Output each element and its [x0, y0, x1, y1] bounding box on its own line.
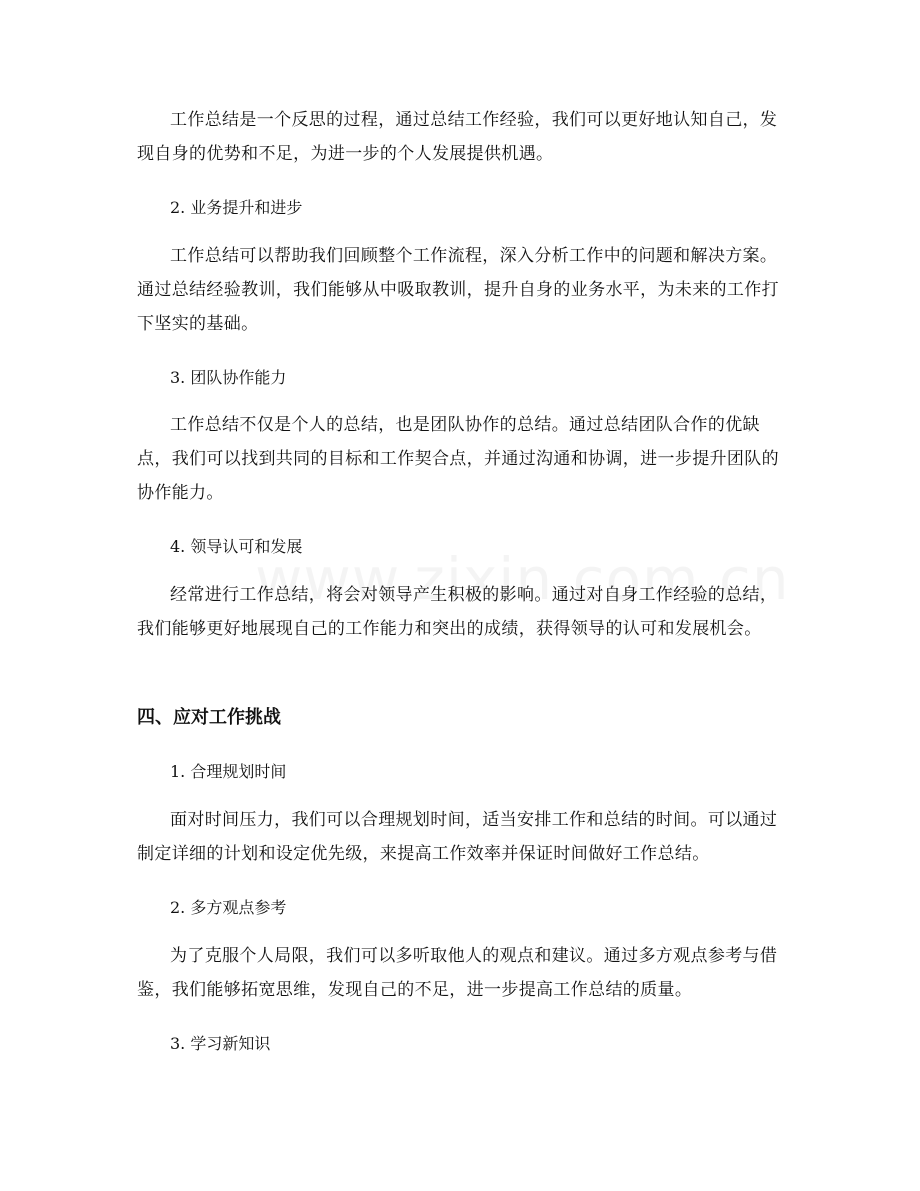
section-heading-work-challenges: 四、应对工作挑战: [137, 707, 281, 728]
item-heading-team-collaboration: 3. 团队协作能力: [170, 368, 287, 387]
item-heading-plan-time: 1. 合理规划时间: [170, 762, 287, 781]
paragraph-multiple-perspectives: 为了克服个人局限，我们可以多听取他人的观点和建议。通过多方观点参考与借鉴，我们能够拓宽思维，发现自己的不足，进一步提高工作总结的质量。: [137, 946, 778, 1000]
paragraph-leadership-recognition: 经常进行工作总结，将会对领导产生积极的影响。通过对自身工作经验的总结，我们能够更好地展现自己的工作能力和突出的成绩，获得领导的认可和发展机会。: [137, 585, 778, 639]
watermark: [255, 545, 790, 613]
item-heading-leadership-recognition: 4. 领导认可和发展: [170, 537, 303, 556]
paragraph-plan-time: 面对时间压力，我们可以合理规划时间，适当安排工作和总结的时间。可以通过制定详细的计划和设定优先级，来提高工作效率并保证时间做好工作总结。: [137, 810, 778, 864]
paragraph-business-improvement: 工作总结可以帮助我们回顾整个工作流程，深入分析工作中的问题和解决方案。通过总结经验教训，我们能够从中吸取教训，提升自身的业务水平，为未来的工作打下坚实的基础。: [137, 246, 779, 334]
item-heading-multiple-perspectives: 2. 多方观点参考: [170, 898, 287, 917]
item-heading-learn-new-knowledge: 3. 学习新知识: [170, 1034, 271, 1053]
paragraph-team-collaboration: 工作总结不仅是个人的总结，也是团队协作的总结。通过总结团队合作的优缺点，我们可以找到共同的目标和工作契合点，并通过沟通和协调，进一步提升团队的协作能力。: [137, 415, 779, 503]
item-heading-business-improvement: 2. 业务提升和进步: [170, 198, 303, 217]
paragraph-self-reflection: 工作总结是一个反思的过程，通过总结工作经验，我们可以更好地认知自己，发现自身的优势和不足，为进一步的个人发展提供机遇。: [137, 110, 778, 164]
